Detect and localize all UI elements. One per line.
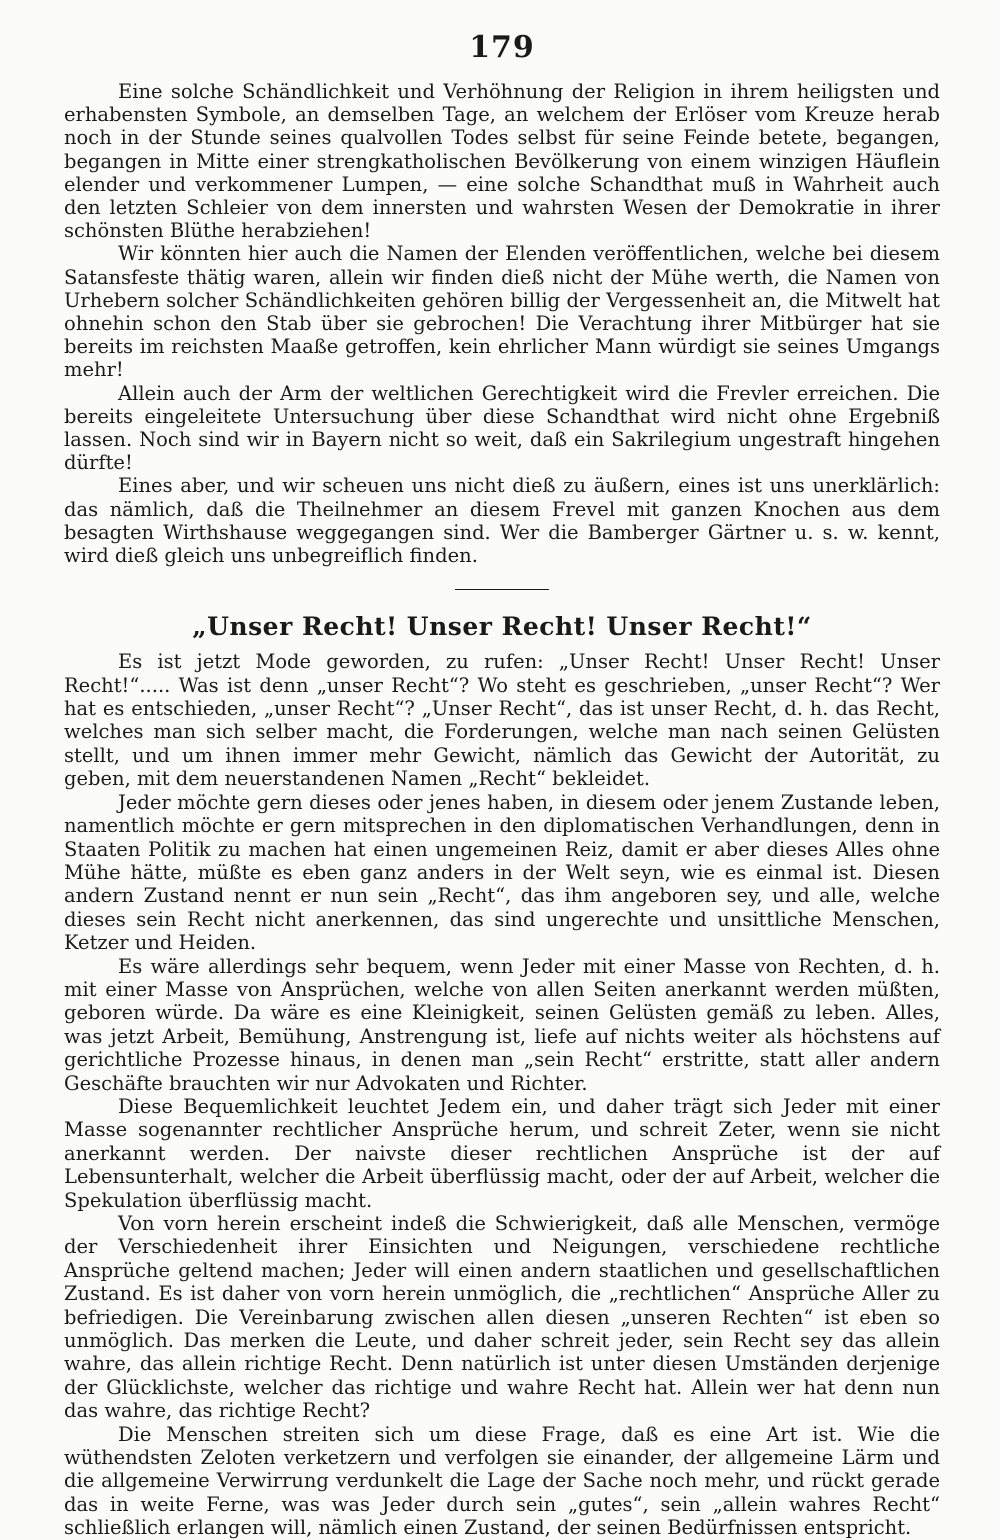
paragraph: Diese Bequemlichkeit leuchtet Jedem ein, und daher trägt sich Jeder mit einer Masse sogenannter rechtlicher Ansprüche herum, und schreit Zeter, wenn sie nicht anerkannt werden. Der naivste dieser rechtlichen Ansprüche ist der auf Lebensunterhalt, welcher die Arbeit überflüssig macht, oder der auf Arbeit, welcher die Spekulation überflüssig macht. <box>64 1094 940 1212</box>
paragraph: Allein auch der Arm der weltlichen Gerechtigkeit wird die Frevler erreichen. Die bereits eingeleitete Untersuchung über diese Schandthat wird nicht ohne Ergebniß lassen. Noch sind wir in Bayern nicht so weit, daß ein Sakrilegium ungestraft hingehen dürfte! <box>64 381 940 475</box>
paragraph: Eines aber, und wir scheuen uns nicht dieß zu äußern, eines ist uns unerklärlich: das nämlich, daß die Theilnehmer an diesem Frevel mit ganzen Knochen aus dem besagten Wirthshause weggegangen sind. Wer die Bamberger Gärtner u. s. w. kennt, wird dieß gleich uns unbegreiflich finden. <box>64 474 940 568</box>
paragraph: Eine solche Schändlichkeit und Verhöhnung der Religion in ihrem heiligsten und erhabensten Symbole, an demselben Tage, an welchem der Erlöser vom Kreuze herab noch in der Stunde seines qualvollen Todes selbst für seine Feinde betete, begangen, begangen in Mitte einer strengkatholischen Bevölkerung von einem winzigen Häuflein elender und verkommener Lumpen, — eine solche Schandthat muß in Wahrheit auch den letzten Schleier von dem innersten und wahrsten Wesen der Demokratie in ihrer schönsten Blüthe herabziehen! <box>64 80 940 243</box>
article-heading: „Unser Recht! Unser Recht! Unser Recht!“ <box>192 612 812 642</box>
page-number: 179 <box>469 30 535 65</box>
section-divider <box>455 589 549 590</box>
paragraph: Von vorn herein erscheint indeß die Schwierigkeit, daß alle Menschen, vermöge der Verschiedenheit ihrer Einsichten und Neigungen, verschiedene rechtliche Ansprüche geltend machen; Jeder will einen andern staatlichen und gesellschaftlichen Zustand. Es ist daher von vorn herein unmöglich, die „rechtlichen“ Ansprüche Aller zu befriedigen. Die Vereinbarung zwischen allen diesen „unseren Rechten“ ist eben so unmöglich. Das merken die Leute, und daher schreit jeder, sein Recht sey das allein wahre, das allein richtige Recht. Denn natürlich ist unter diesen Umständen derjenige der Glücklichste, welcher das richtige und wahre Recht hat. Allein wer hat denn nun das wahre, das richtige Recht? <box>64 1212 940 1423</box>
article-continuation <box>64 80 940 567</box>
paragraph: Wir könnten hier auch die Namen der Elenden veröffentlichen, welche bei diesem Satansfeste thätig waren, allein wir finden dieß nicht der Mühe werth, die Namen von Urhebern solcher Schändlichkeiten gehören billig der Vergessenheit an, die Mitwelt hat ohnehin schon den Stab über sie gebrochen! Die Verachtung ihrer Mitbürger hat sie bereits im reichsten Maaße getroffen, kein ehrlicher Mann würdigt sie seines Umgangs mehr! <box>64 242 940 382</box>
paragraph: Die Menschen streiten sich um diese Frage, daß es eine Art ist. Wie die wüthendsten Zeloten verketzern und verfolgen sie einander, der allgemeine Lärm und die allgemeine Verwirrung verdunkelt die Lage der Sache noch mehr, und rückt gerade das in weite Ferne, was was Jeder durch sein „gutes“, sein „allein wahres Recht“ schließlich erlangen will, nämlich einen Zustand, der seinen Bedürfnissen entspricht. <box>64 1422 940 1540</box>
article <box>64 612 940 1539</box>
paragraph: Es ist jetzt Mode geworden, zu rufen: „Unser Recht! Unser Recht! Unser Recht!“..... Was ist denn „unser Recht“? Wo steht es geschrieben, „unser Recht“? Wer hat es entschieden, „unser Recht“? „Unser Recht“, das ist unser Recht, d. h. das Recht, welches man sich selber macht, die Forderungen, welche man nach seinen Gelüsten stellt, und um ihnen immer mehr Gewicht, nämlich das Gewicht der Autorität, zu geben, mit dem neuerstandenen Namen „Recht“ bekleidet. <box>64 650 940 791</box>
paragraph: Es wäre allerdings sehr bequem, wenn Jeder mit einer Masse von Rechten, d. h. mit einer Masse von Ansprüchen, welche von allen Seiten anerkannt werden müßten, geboren würde. Da wäre es eine Kleinigkeit, seinen Gelüsten gemäß zu leben. Alles, was jetzt Arbeit, Bemühung, Anstrengung ist, liefe auf nichts weiter als höchstens auf gerichtliche Prozesse hinaus, in denen man „sein Recht“ erstritte, statt aller andern Geschäfte brauchten wir nur Advokaten und Richter. <box>64 954 940 1095</box>
document-page <box>64 28 940 1540</box>
paragraph: Jeder möchte gern dieses oder jenes haben, in diesem oder jenem Zustande leben, namentlich möchte er gern mitsprechen in den diplomatischen Verhandlungen, denn in Staaten Politik zu machen hat einen ungemeinen Reiz, damit er aber dieses Alles ohne Mühe hätte, müßte es eben ganz anders in der Welt seyn, wie es einmal ist. Diesen andern Zustand nennt er nun sein „Recht“, das ihm angeboren sey, und alle, welche dieses sein Recht nicht anerkennen, das sind ungerechte und unsittliche Menschen, Ketzer und Heiden. <box>64 790 940 955</box>
